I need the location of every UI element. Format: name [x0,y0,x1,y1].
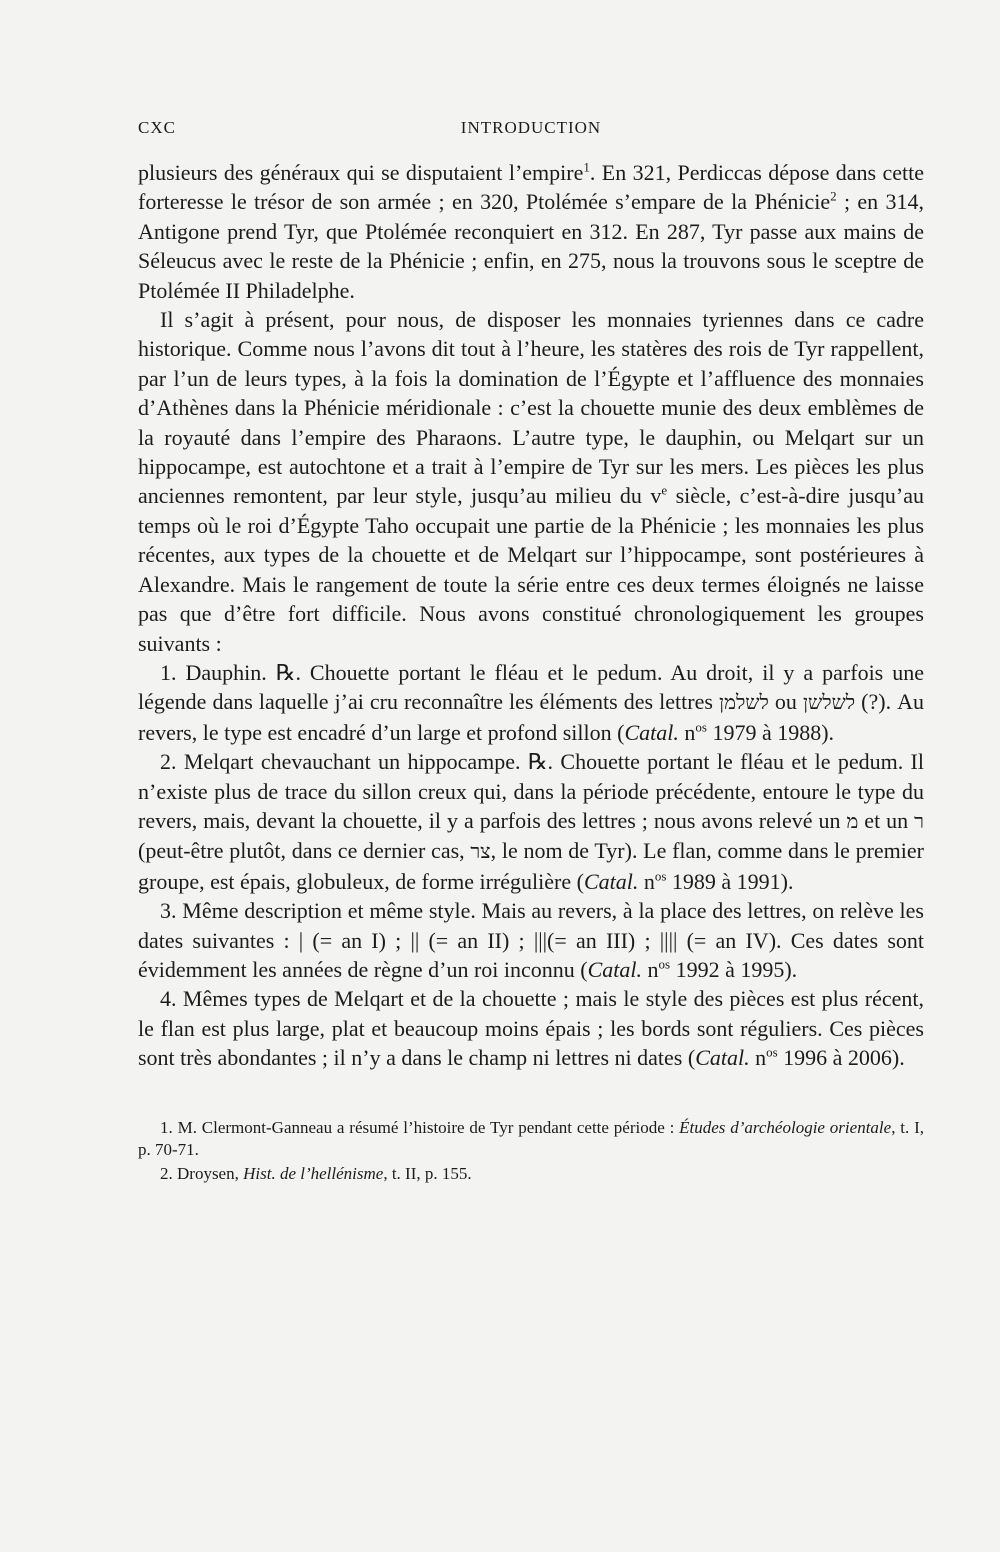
catal-ref: Catal. [583,868,639,894]
text: 1. Dauphin. ℞. Chouette portant le fléau et le pedum. Au droit, il y a parfois une légende dans laquelle j’ai cru reconnaître les éléments des lettres [138,659,924,715]
cited-title: Études d’archéologie orientale [679,1117,892,1137]
catal-ref: Catal. [695,1045,750,1071]
text: 1989 à 1991). [666,868,794,894]
running-head [138,112,924,146]
text: 1. M. Clermont-Ganneau a résumé l’histoire de Tyr pendant cette période : [160,1117,680,1137]
footnote-ref-2: 2 [830,189,837,205]
text: ; en 314, Antigone prend Tyr, que Ptolémée reconquiert en 312. En 287, Tyr passe aux mains de Séleucus avec le reste de la Phénicie ; enfin, en 275, nous la trouvons sous le sceptre de Ptolémée II Philadelphe. [138,189,924,303]
text: 1979 à 1988). [706,719,835,745]
text: (?). Au revers, le type est encadré d’un large et profond sillon ( [138,689,925,745]
page-number: CXC [138,118,176,137]
text: 1996 à 2006). [777,1045,905,1071]
hebrew-legend: לשלשן [802,690,856,715]
text: 2. Droysen, [160,1163,244,1183]
hebrew-letter: ר [914,808,924,833]
paragraph-2 [138,305,924,658]
text: 3. Même description et même style. Mais au revers, à la place des lettres, on relève les dates suivantes : | (= an I) ; || (= an II) ; |||(= an III) ; |||| (= an IV). Ces dates sont évidemment les années de règne d’un roi inconnu ( [138,898,924,982]
text: , t. I, p. 70-71. [138,1117,924,1159]
text: n [642,956,659,982]
text: . En 321, Perdiccas dépose dans cette forteresse le trésor de son armée ; en 320, Ptolémée s’empare de la Phénicie [138,160,924,215]
text: , le nom de Tyr). Le flan, comme dans le premier groupe, est épais, globuleux, de forme irrégulière ( [138,838,924,894]
superscript: e [661,483,668,499]
text: 2. Melqart chevauchant un hippocampe. ℞. Chouette portant le fléau et le pedum. Il n’existe plus de trace du sillon creux qui, dans la période précédente, entoure le type du revers, mais, devant la chouette, il y a parfois des lettres ; nous avons relevé un [138,749,924,833]
text: siècle, c’est-à-dire jusqu’au temps où le roi d’Égypte Taho occupait une partie de la Phénicie ; les monnaies les plus récentes, aux types de la chouette et de Melqart sur l’hippocampe, sont postérieures à Alexandre. Mais le rangement de toute la série entre ces deux termes éloignés ne laisse pas que d’être fort difficile. Nous avons constitué chronologiquement les groupes suivants : [138,483,925,656]
hebrew-letter: מ [846,808,859,833]
superscript: os [766,1044,778,1060]
footnote-2 [138,1163,924,1185]
text: plusieurs des généraux qui se disputaient l’empire [138,160,584,185]
text: (peut-être plutôt, dans ce dernier cas, [138,838,471,864]
group-2 [138,747,924,896]
text: n [638,868,655,894]
text: Il s’agit à présent, pour nous, de disposer les monnaies tyriennes dans ce cadre historique. Comme nous l’avons dit tout à l’heure, les statères des rois de Tyr rappellent, par l’un de leurs types, à la fois la domination de l’Égypte et l’affluence des monnaies d’Athènes dans la Phénicie méridionale : c’est la chouette munie des deux emblèmes de la royauté dans l’empire des Pharaons. L’autre type, le dauphin, ou Melqart sur un hippocampe, est autochtone et a trait à l’empire de Tyr sur les mers. Les pièces les plus anciennes remontent, par leur style, jusqu’au milieu du v [138,307,924,509]
hebrew-word: צר [470,839,491,864]
superscript: os [654,868,667,884]
paragraph-1 [138,158,924,305]
hebrew-legend: לשלמן [719,690,769,715]
page [138,112,924,1187]
text: 4. Mêmes types de Melqart et de la chouette ; mais le style des pièces est plus récent, le flan est plus large, plat et beaucoup moins épais ; les bords sont réguliers. Ces pièces sont très abondantes ; il n’y a dans le champ ni lettres ni dates ( [138,986,924,1071]
cited-title: Hist. de l’hellénisme [243,1163,384,1183]
text: et un [858,807,915,833]
group-3 [138,896,924,984]
superscript: os [695,719,707,735]
catal-ref: Catal. [587,956,643,982]
text: n [678,719,696,745]
text: , t. II, p. 155. [383,1163,472,1183]
catal-ref: Catal. [624,719,679,745]
footnotes [138,1117,924,1185]
footnote-ref-1: 1 [583,159,590,175]
superscript: os [658,956,671,972]
text: n [749,1045,767,1071]
text: 1992 à 1995). [670,956,798,982]
running-title: INTRODUCTION [460,118,602,137]
group-1 [138,658,924,747]
body-text [138,158,924,1073]
footnote-1 [138,1117,924,1161]
text: ou [768,689,803,715]
group-4 [138,984,924,1072]
